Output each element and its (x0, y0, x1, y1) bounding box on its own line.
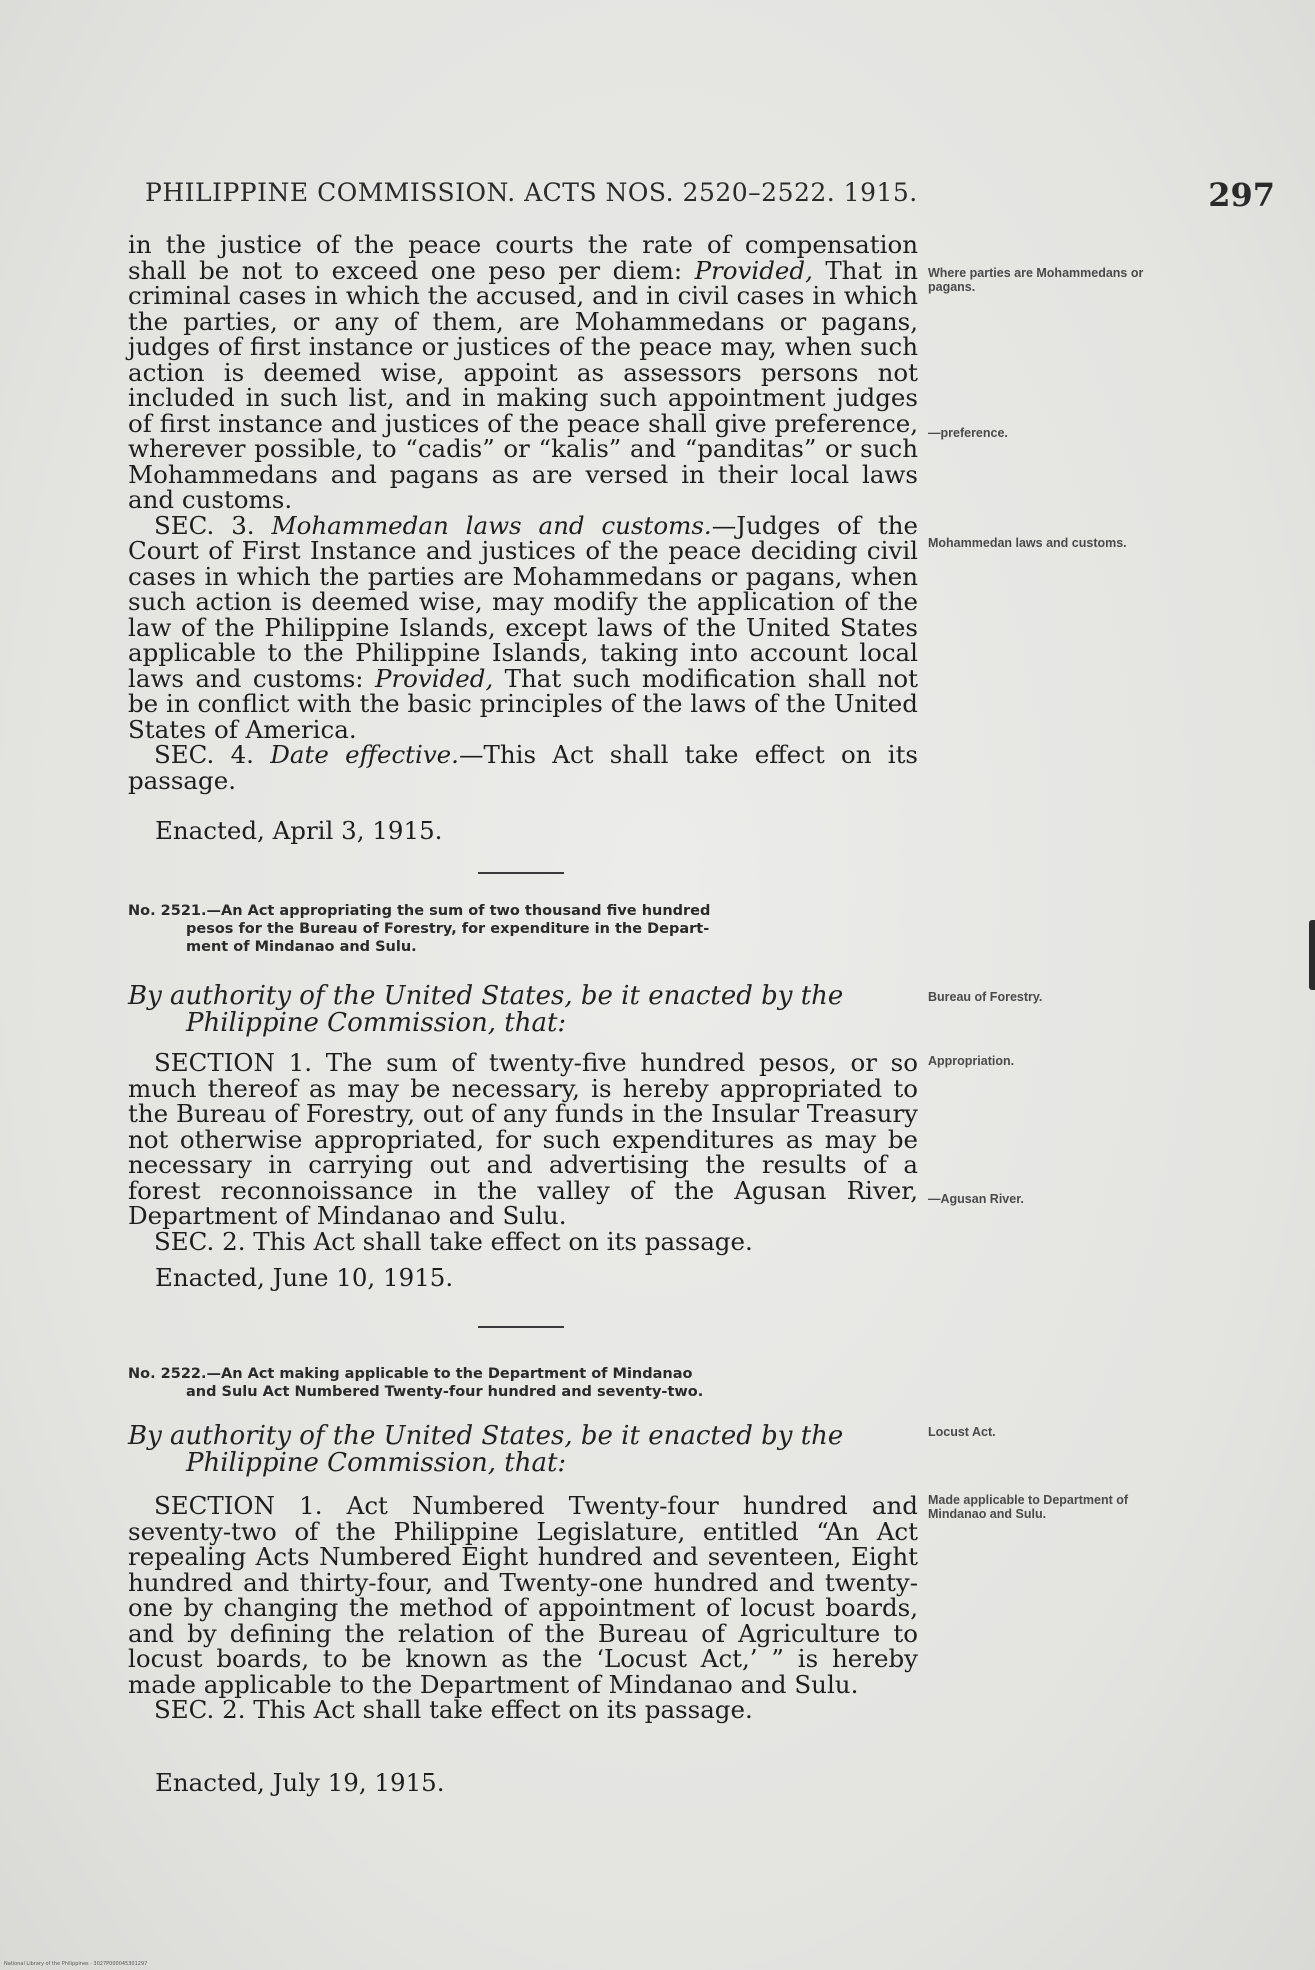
act-2521-title: No. 2521.—An Act appropriating the sum of two thousand five hundred pesos for the Bureau of Forestry, for expenditure in the Depart- ment of Mindanao and Sulu. (128, 903, 711, 955)
margin-note-preference: —preference. (928, 426, 1008, 440)
act-2521-body (128, 1050, 918, 1254)
margin-note-where-parties: Where parties are Mohammedans or pagans. (928, 266, 1144, 294)
margin-note-bureau-forestry: Bureau of Forestry. (928, 990, 1043, 1004)
page-header (145, 178, 1275, 218)
section-divider (478, 1326, 564, 1328)
section-divider (478, 872, 564, 874)
act-2522-title: No. 2522.—An Act making applicable to the Department of Mindanao and Sulu Act Numbered Twenty-four hundred and seventy-two. (128, 1366, 704, 1400)
paragraph-compensation: in the justice of the peace courts the rate of compensation shall be not to exceed one peso per diem: Provided, That in criminal cases in which the accused, and in civil cases in which the parties, or any of them, are Mohammedans or pagans, judges of first instance or justices of the peace may, when such action is deemed wise, appoint as assessors persons not included in such list, and in making such appointment judges of first instance and justices of the peace shall give preference, wherever possible, to “cadis” or “kalis” and “panditas” or such Mohammedans and pagans as are versed in their local laws and customs. (128, 230, 918, 514)
act-2521-section-2: SEC. 2. This Act shall take effect on its passage. (154, 1226, 753, 1256)
scan-edge-mark (1309, 920, 1315, 990)
act-2522-body (128, 1493, 918, 1723)
running-title: PHILIPPINE COMMISSION. ACTS NOS. 2520–2522. 1915. (145, 178, 918, 207)
margin-note-appropriation: Appropriation. (928, 1054, 1015, 1068)
act-2522-section-1: SECTION 1. Act Numbered Twenty-four hundred and seventy-two of the Philippine Legislature, entitled “An Act repealing Acts Numbered Eight hundred and seventeen, Eight hundred and thirty-four, and Twenty-one hundred and twenty-one by changing the method of appointment of locust boards, and by defining the relation of the Bureau of Agriculture to locust boards, to be known as the ‘Locust Act,’ ” is hereby made applicable to the Department of Mindanao and Sulu. (128, 1491, 918, 1699)
margin-note-locust-act: Locust Act. (928, 1425, 996, 1439)
enacted-date-2521: Enacted, June 10, 1915. (155, 1263, 454, 1292)
margin-note-mohammedan-laws: Mohammedan laws and customs. (928, 536, 1127, 550)
enacted-date-2520: Enacted, April 3, 1915. (155, 816, 443, 845)
act-2522-enacting-clause: By authority of the United States, be it enacted by the Philippine Commission, that: (128, 1421, 844, 1478)
scan-credit: National Library of the Philippines · 3027P000045301297 (4, 1961, 148, 1967)
act-2521-enacting-clause: By authority of the United States, be it enacted by the Philippine Commission, that: (128, 981, 844, 1038)
section-3: SEC. 3. Mohammedan laws and customs.—Judges of the Court of First Instance and justices of the peace deciding civil cases in which the parties are Mohammedans or pagans, when such action is deemed wise, may modify the application of the law of the Philippine Islands, except laws of the United States applicable to the Philippine Islands, taking into account local laws and customs: Provided, That such modification shall not be in conflict with the basic principles of the laws of the United States of America. (128, 510, 918, 744)
margin-note-made-applicable: Made applicable to Department of Mindanao and Sulu. (928, 1493, 1129, 1521)
enacted-date-2522: Enacted, July 19, 1915. (155, 1768, 445, 1797)
act-2522-section-2: SEC. 2. This Act shall take effect on its passage. (154, 1695, 753, 1724)
act-2520-continuation (128, 232, 918, 793)
section-4: SEC. 4. Date effective.—This Act shall take effect on its passage. (128, 740, 918, 795)
margin-note-agusan-river: —Agusan River. (928, 1192, 1024, 1206)
act-2521-section-1: SECTION 1. The sum of twenty-five hundred pesos, or so much thereof as may be necessary, is hereby appropriated to the Bureau of Forestry, out of any funds in the Insular Treasury not otherwise appropriated, for such expenditures as may be necessary in carrying out and advertising the results of a forest reconnoissance in the valley of the Agusan River, Department of Mindanao and Sulu. (128, 1048, 918, 1230)
page-number: 297 (1208, 176, 1275, 214)
